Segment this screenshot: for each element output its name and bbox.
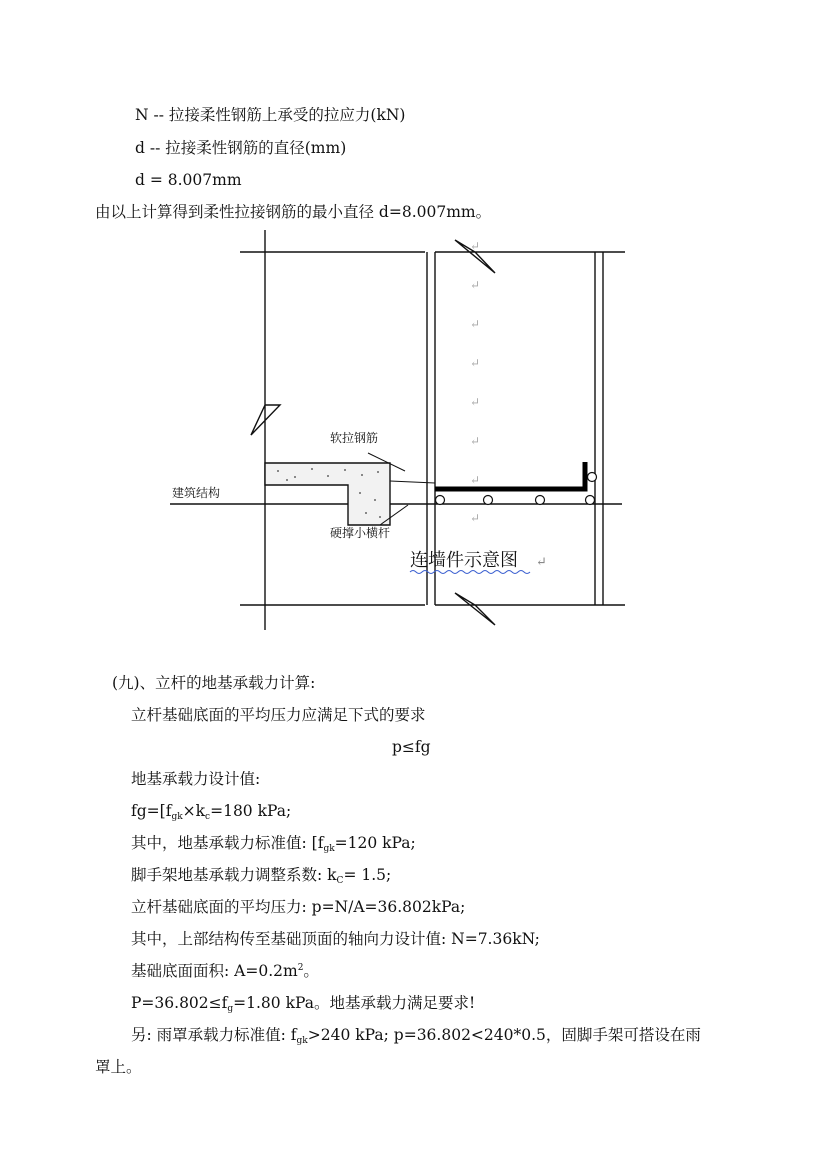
svg-text:↵: ↵ bbox=[470, 317, 481, 331]
svg-text:↵: ↵ bbox=[470, 278, 481, 292]
standard-value-line: 其中，地基承载力标准值: [$f_{gk}=120$ kPa; bbox=[131, 834, 416, 854]
canopy-note-continuation: 罩上。 bbox=[95, 1058, 142, 1076]
soft-rebar-shape bbox=[390, 462, 585, 489]
coefficient-line: 脚手架地基承载力调整系数: $k_C= 1.5$; bbox=[131, 866, 392, 886]
axial-force-line: 其中，上部结构传至基础顶面的轴向力设计值: N=7.36kN; bbox=[131, 930, 540, 948]
label-soft-rebar: 软拉钢筋 bbox=[330, 431, 379, 445]
paragraph-mark: ↵ bbox=[536, 555, 547, 570]
canopy-note-line: 另: 雨罩承载力标准值: $f_{gk}>240$ kPa; p=36.802<240*0.5，固脚手架可搭设在雨 bbox=[131, 1026, 701, 1046]
text-line-d-def: d -- 拉接柔性钢筋的直径(mm) bbox=[135, 139, 347, 157]
text-line-d-value: d = 8.007mm bbox=[135, 171, 242, 189]
svg-text:↵: ↵ bbox=[470, 473, 481, 487]
section-heading: (九)、立杆的地基承载力计算: bbox=[112, 674, 316, 692]
label-building-structure: 建筑结构 bbox=[172, 486, 221, 500]
svg-text:↵: ↵ bbox=[470, 239, 481, 253]
wall-tie-diagram bbox=[0, 225, 830, 635]
svg-text:↵: ↵ bbox=[470, 395, 481, 409]
section-intro: 立杆基础底面的平均压力应满足下式的要求 bbox=[131, 706, 426, 724]
fg-equation: $fg=[f_{gk}\times k_c=180$ kPa; bbox=[131, 802, 292, 822]
result-line: $P=36.802\le f_g=1.80$ kPa。地基承载力满足要求! bbox=[131, 994, 476, 1014]
text-line-n-def: N -- 拉接柔性钢筋上承受的拉应力(kN) bbox=[135, 106, 406, 124]
svg-text:↵: ↵ bbox=[470, 356, 481, 370]
text-line-conclusion: 由以上计算得到柔性拉接钢筋的最小直径 d=8.007mm。 bbox=[95, 203, 492, 221]
average-pressure-line: 立杆基础底面的平均压力: p=N/A=36.802kPa; bbox=[131, 898, 466, 916]
concrete-slab-shape bbox=[265, 463, 390, 525]
design-value-label: 地基承载力设计值: bbox=[131, 770, 261, 788]
svg-text:↵: ↵ bbox=[470, 434, 481, 448]
label-rigid-crossbar: 硬撑小横杆 bbox=[330, 526, 391, 540]
svg-text:↵: ↵ bbox=[470, 511, 481, 525]
diagram-caption: 连墙件示意图 bbox=[410, 550, 518, 571]
formula: p≤fg bbox=[392, 738, 431, 756]
area-line: 基础底面面积: $A=0.2m^2$。 bbox=[131, 962, 319, 980]
paragraph-marks-column bbox=[470, 239, 480, 525]
